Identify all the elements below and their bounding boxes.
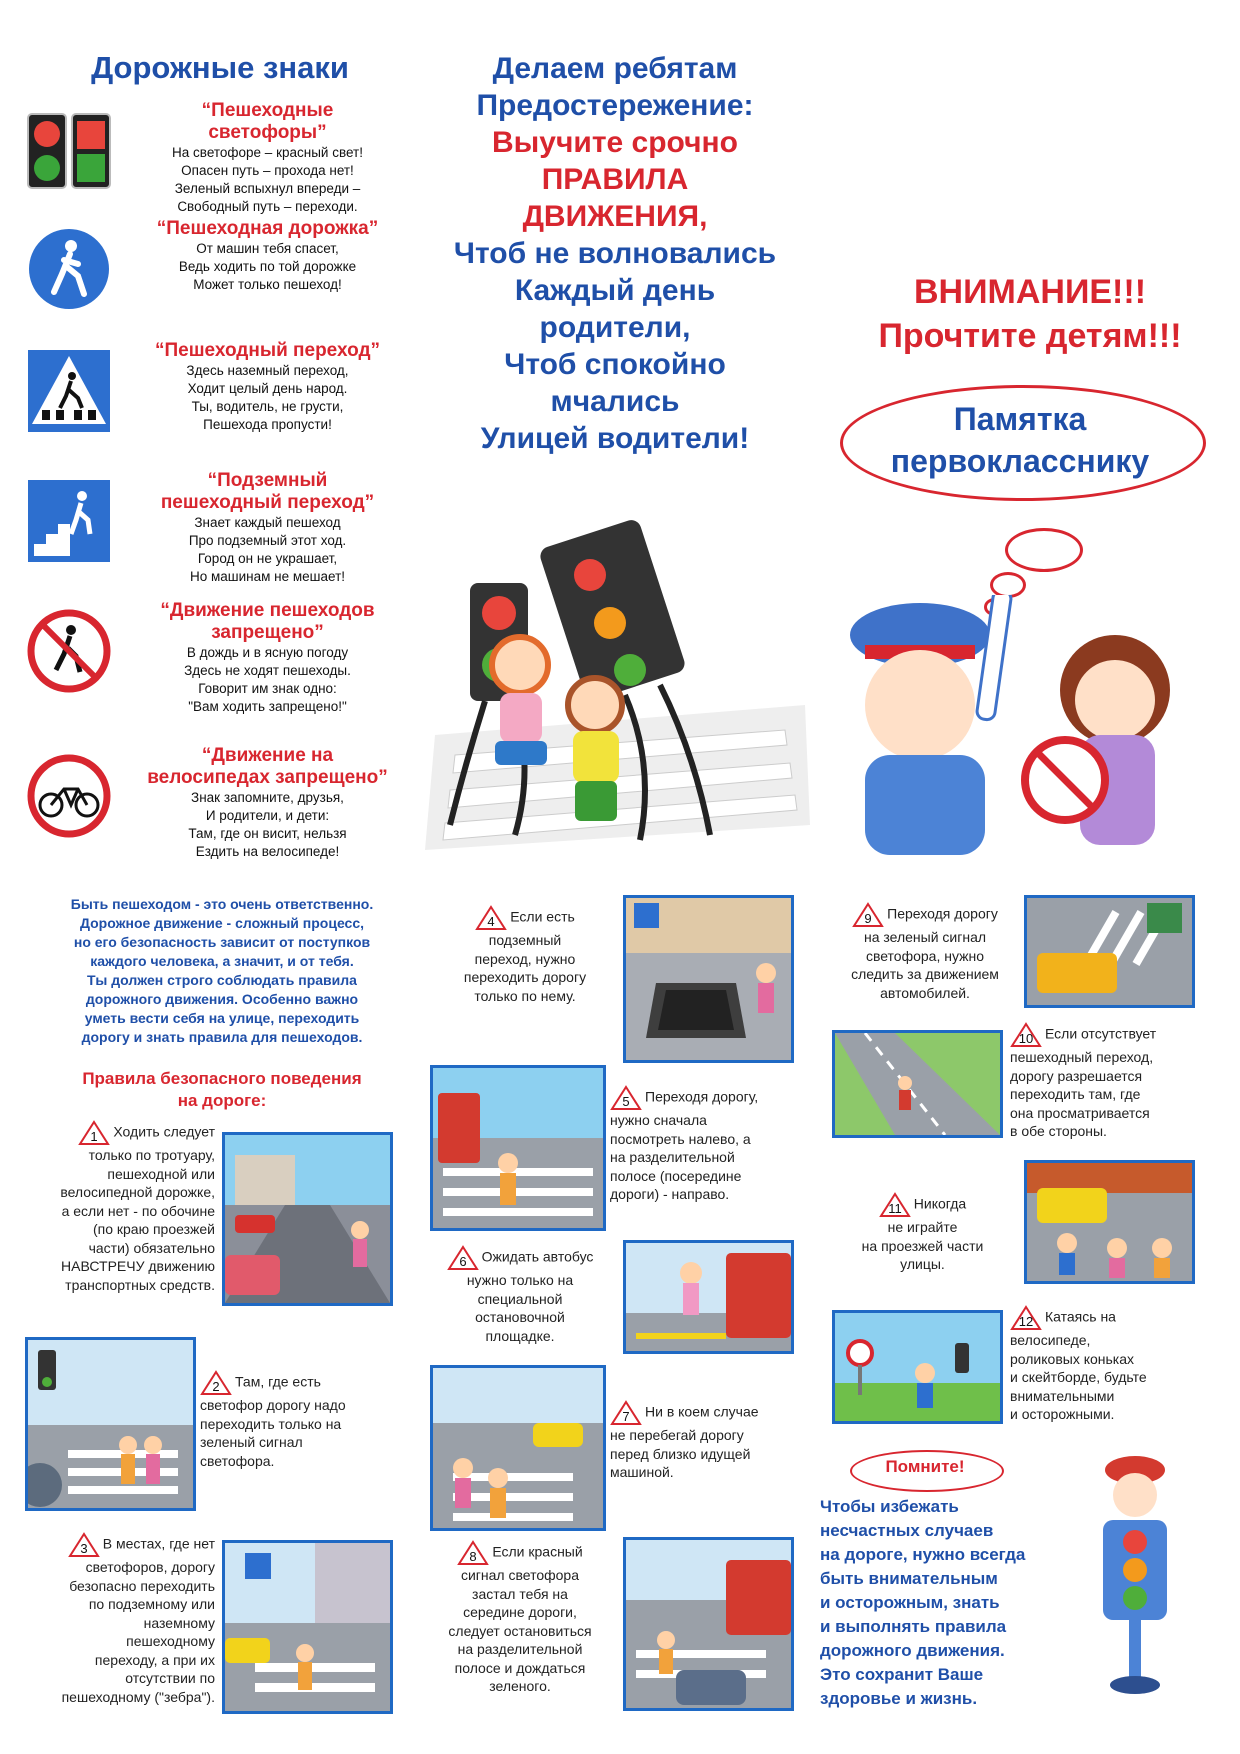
rule-line: наземному — [143, 1614, 215, 1631]
sign-poem-line: Свободный путь – переходи. — [177, 199, 358, 214]
sign-text — [130, 340, 405, 434]
attention-heading: ВНИМАНИЕ!!! Прочтите детям!!! — [878, 273, 1182, 355]
rule-line: внимательными — [1010, 1387, 1115, 1404]
rule-number: 12 — [1018, 1314, 1034, 1329]
poem-line: ДВИЖЕНИЯ, — [522, 200, 708, 233]
rule-line: безопасно переходить — [69, 1577, 215, 1594]
sign-title-line: пешеходный переход” — [160, 492, 375, 513]
sign-poem-line: На светофоре – красный свет! — [172, 145, 363, 160]
rule-3-scene — [222, 1540, 393, 1714]
rule-line: пешеходный переход, — [1010, 1049, 1154, 1065]
sign-poem-line: Ведь ходить по той дорожке — [178, 259, 357, 274]
rule-6-scene — [623, 1240, 794, 1354]
rule-line: Ни в коем случае — [645, 1403, 759, 1420]
rule-10-scene — [832, 1030, 1003, 1138]
rule-number: 6 — [458, 1254, 467, 1269]
rule-line: специальной — [477, 1290, 563, 1307]
sign-poem — [130, 362, 405, 434]
sign-text — [130, 600, 405, 716]
intro-line: но его безопасность зависит от поступков — [73, 934, 371, 950]
pedestrian-traffic-lights-icon — [26, 108, 112, 194]
sign-title-line: запрещено” — [211, 622, 324, 643]
rule-first-line — [440, 905, 610, 931]
rule-line: зеленый сигнал — [200, 1434, 303, 1450]
rule-line: автомобилей. — [880, 984, 970, 1001]
rule-line: пешеходной или — [107, 1165, 215, 1182]
remember-line: несчастных случаев — [820, 1521, 994, 1540]
policeman-and-girl-illustration — [825, 595, 1205, 860]
rule-line: пешеходному — [126, 1633, 215, 1649]
rule-first-line — [20, 1120, 215, 1146]
rule-line: дороги) - направо. — [610, 1186, 730, 1202]
sign-poem — [130, 644, 405, 716]
rule-8-scene — [623, 1537, 794, 1711]
rule-line: переходу, а при их — [94, 1651, 215, 1668]
remember-line: и осторожным, знать — [820, 1593, 1000, 1612]
rule-9-scene — [1024, 895, 1195, 1008]
rule-line: Ходить следует — [113, 1123, 215, 1140]
rule-number: 5 — [622, 1094, 630, 1109]
poem-line: Предостережение: — [476, 89, 754, 122]
poem-line: Делаем ребятам — [492, 52, 738, 85]
rule-line: транспортных средств. — [65, 1276, 215, 1293]
rule-line: светофоров, дорогу — [85, 1559, 215, 1575]
rule-line: по подземному или — [88, 1596, 215, 1612]
rule-line: и осторожными. — [1010, 1406, 1115, 1422]
sign-block — [20, 745, 420, 885]
rule-number: 2 — [212, 1379, 220, 1394]
sign-poem — [130, 514, 405, 586]
rule-1-scene — [222, 1132, 393, 1306]
poem-line: родители, — [539, 311, 691, 344]
rule-number-triangle-icon — [1010, 1022, 1042, 1048]
rule-first-line — [610, 1085, 800, 1111]
rule-line: роликовых коньках — [1010, 1350, 1135, 1367]
remember-line: дорожного движения. — [820, 1641, 1005, 1660]
rule-line: Если отсутствует — [1045, 1025, 1157, 1042]
rule-line: следить за движением — [851, 966, 999, 982]
rule-number: 1 — [90, 1129, 98, 1144]
pedestrian-path-sign-icon — [26, 226, 112, 312]
rule-line: В местах, где нет — [102, 1535, 215, 1552]
rule-line: полосе и дождаться — [454, 1659, 586, 1676]
rule-number-triangle-icon — [78, 1120, 110, 1146]
rule-line: светофора. — [200, 1452, 275, 1469]
rule-line: не играйте — [887, 1219, 958, 1235]
poem-line: Чтоб не волновались — [453, 237, 777, 270]
rule-3-text — [20, 1532, 215, 1706]
rule-first-line — [200, 1370, 400, 1396]
rule-line: велосипеде, — [1010, 1332, 1091, 1348]
rule-first-line — [830, 902, 1020, 928]
rule-6-text — [430, 1245, 610, 1345]
rule-5-text — [610, 1085, 800, 1204]
rule-1-text — [20, 1120, 215, 1294]
rule-11-scene — [1024, 1160, 1195, 1284]
poem-red — [420, 124, 810, 235]
sign-poem — [130, 240, 405, 294]
rule-line: а если нет - по обочине — [61, 1202, 215, 1219]
intro-text — [22, 895, 422, 1047]
rule-number-triangle-icon — [200, 1370, 232, 1396]
rule-line: Катаясь на — [1045, 1308, 1116, 1325]
rule-line: Переходя дорогу, — [645, 1088, 759, 1105]
intro-line: дорожного движения. Особенно важно — [85, 991, 359, 1007]
rule-7-scene — [430, 1365, 606, 1531]
rule-line: нужно только на — [466, 1272, 574, 1288]
rule-number: 10 — [1018, 1031, 1034, 1046]
rule-line: пешеходному ("зебра"). — [61, 1688, 215, 1705]
intro-line: Дорожное движение - сложный процесс, — [79, 915, 365, 931]
rule-number: 8 — [469, 1549, 477, 1564]
rule-line: на зеленый сигнал — [863, 929, 987, 945]
sign-block — [20, 340, 420, 480]
rule-line: переходить там, где — [1010, 1086, 1141, 1102]
rule-number: 7 — [622, 1409, 630, 1424]
rule-line: светофора, нужно — [865, 947, 985, 964]
rule-first-line — [20, 1532, 215, 1558]
remember-line: Это сохранит Ваше — [820, 1665, 984, 1684]
remember-label: Помните! — [885, 1457, 965, 1476]
rule-line: дорогу разрешается — [1010, 1067, 1143, 1084]
sign-poem-line: "Вам ходить запрещено!" — [188, 699, 347, 714]
rule-line: середине дороги, — [463, 1604, 577, 1620]
rule-10-text — [1010, 1022, 1210, 1141]
intro-line: Ты должен строго соблюдать правила — [87, 972, 357, 988]
rule-line: площадке. — [485, 1327, 555, 1344]
rule-line: зеленого. — [489, 1678, 551, 1694]
rule-2-scene — [25, 1337, 196, 1511]
intro-line: Быть пешеходом - это очень ответственно. — [70, 896, 374, 912]
rule-first-line — [840, 1192, 1005, 1218]
sign-text — [130, 218, 405, 294]
sign-poem-line: Здесь не ходят пешеходы. — [184, 663, 351, 678]
sign-title — [130, 100, 405, 144]
sign-poem-line: Ходит целый день народ. — [187, 381, 348, 396]
underground-crossing-sign-icon — [26, 478, 112, 564]
rule-first-line — [430, 1245, 610, 1271]
rule-number-triangle-icon — [68, 1532, 100, 1558]
rule-9-text — [830, 902, 1020, 1002]
rule-number: 9 — [864, 911, 872, 926]
rule-line: и скейтборде, будьте — [1010, 1369, 1147, 1385]
rule-line: (по краю проезжей — [92, 1221, 215, 1237]
rule-line: переходить только на — [200, 1415, 342, 1432]
rule-line: светофор дорогу надо — [200, 1397, 346, 1413]
sign-title-line: “Пешеходная дорожка” — [156, 218, 379, 239]
rule-number: 4 — [487, 914, 495, 929]
sign-poem-line: Город он не украшает, — [197, 551, 338, 566]
remember-line: на дороге, нужно всегда — [820, 1545, 1026, 1564]
sign-poem — [130, 144, 405, 216]
poem-blue-top — [420, 50, 810, 124]
intro-line: дорогу и знать правила для пешеходов. — [81, 1029, 363, 1045]
rule-11-text — [840, 1192, 1005, 1274]
rule-line: на разделительной — [457, 1641, 583, 1657]
rule-line: остановочной — [475, 1309, 565, 1325]
rule-7-text — [610, 1400, 800, 1482]
rule-number-triangle-icon — [475, 905, 507, 931]
rule-line: на проезжей части — [861, 1237, 984, 1254]
sign-poem-line: Знак запомните, друзья, — [191, 790, 344, 805]
rule-line: отсутствии по — [125, 1670, 215, 1686]
poem-line: мчались — [550, 385, 680, 418]
rule-line: сигнал светофора — [460, 1567, 580, 1583]
no-bicycles-sign-icon — [26, 753, 112, 839]
sign-poem-line: Знает каждый пешеход — [194, 515, 341, 530]
rule-number: 3 — [80, 1541, 88, 1556]
rule-line: только по нему. — [474, 987, 576, 1004]
remember-line: здоровье и жизнь. — [820, 1689, 978, 1708]
rule-number-triangle-icon — [610, 1085, 642, 1111]
rule-line: застал тебя на — [472, 1585, 568, 1602]
thought-bubble-large — [1005, 528, 1083, 572]
rule-line: НАВСТРЕЧУ движению — [61, 1258, 215, 1274]
rule-4-text — [440, 905, 610, 1005]
poem-line: Чтоб спокойно — [504, 348, 726, 381]
poem-line: Каждый день — [514, 274, 716, 307]
rule-first-line — [610, 1400, 800, 1426]
rules-title: Правила безопасного поведения на дороге: — [82, 1069, 362, 1110]
rule-line: Если красный — [492, 1543, 583, 1560]
traffic-light-mascot-illustration — [1075, 1450, 1195, 1700]
rule-line: в обе стороны. — [1010, 1123, 1107, 1139]
rule-line: перед близко идущей — [610, 1445, 751, 1462]
sign-title-line: “Пешеходный переход” — [154, 340, 381, 361]
rule-line: переход, нужно — [474, 950, 576, 967]
rule-number: 11 — [888, 1201, 902, 1216]
sign-title — [130, 600, 405, 644]
rule-number-triangle-icon — [879, 1192, 911, 1218]
pedestrian-crossing-sign-icon — [26, 348, 112, 434]
sign-poem-line: Пешехода пропусти! — [203, 417, 332, 432]
rule-number-triangle-icon — [1010, 1305, 1042, 1331]
sign-poem-line: Может только пешеход! — [193, 277, 342, 292]
rule-line: посмотреть налево, а — [610, 1130, 751, 1147]
poem-line: Улицей водители! — [480, 422, 750, 455]
sign-poem-line: Здесь наземный переход, — [186, 363, 349, 378]
rule-line: Ожидать автобус — [481, 1248, 594, 1265]
sign-title — [130, 745, 405, 789]
poem-line: Выучите срочно — [492, 126, 738, 159]
rule-number-triangle-icon — [610, 1400, 642, 1426]
rule-line: улицы. — [900, 1256, 945, 1272]
rule-number-triangle-icon — [852, 902, 884, 928]
rule-line: велосипедной дорожке, — [60, 1184, 215, 1200]
sign-text — [130, 470, 405, 586]
sign-poem-line: От машин тебя спасет, — [196, 241, 339, 256]
sign-poem-line: И родители, и дети: — [205, 808, 330, 823]
sign-title — [130, 470, 405, 514]
sign-poem-line: Но машинам не мешает! — [190, 569, 345, 584]
rule-line: не перебегай дорогу — [610, 1427, 744, 1443]
warning-poem — [420, 50, 810, 457]
rule-line: переходить дорогу — [463, 969, 587, 985]
sign-poem-line: В дождь и в ясную погоду — [186, 645, 349, 660]
signs-title: Дорожные знаки — [91, 50, 349, 85]
sign-title-line: светофоры” — [208, 122, 327, 143]
rule-8-text — [430, 1540, 610, 1696]
sign-poem-line: Опасен путь – прохода нет! — [181, 163, 354, 178]
remember-text — [820, 1495, 1080, 1711]
rule-line: Переходя дорогу — [887, 905, 998, 922]
rule-number-triangle-icon — [457, 1540, 489, 1566]
rule-2-text — [200, 1370, 400, 1470]
sign-poem-line: Про подземный этот ход. — [188, 533, 347, 548]
traffic-light-characters-illustration — [425, 505, 810, 870]
rule-line: она просматривается — [1010, 1104, 1150, 1121]
rule-first-line — [1010, 1022, 1210, 1048]
sign-title-line: “Пешеходные — [201, 100, 334, 121]
memo-title: Памятка первокласснику — [890, 401, 1150, 479]
sign-title-line: “Движение на — [201, 745, 334, 766]
rule-12-scene — [832, 1310, 1003, 1424]
intro-line: уметь вести себя на улице, переходить — [84, 1010, 360, 1026]
rule-4-scene — [623, 895, 794, 1063]
rule-first-line — [430, 1540, 610, 1566]
rule-number-triangle-icon — [447, 1245, 479, 1271]
rule-line: на разделительной — [610, 1149, 735, 1165]
sign-block — [20, 218, 420, 358]
sign-block — [20, 600, 420, 740]
rule-line: следует остановиться — [448, 1622, 592, 1639]
rule-line: части) обязательно — [88, 1239, 215, 1256]
rule-line: Никогда — [913, 1195, 967, 1212]
sign-text — [130, 745, 405, 861]
sign-title-line: “Движение пешеходов — [160, 600, 375, 621]
sign-block — [20, 470, 420, 610]
poem-line: ПРАВИЛА — [541, 163, 689, 196]
sign-title-line: велосипедах запрещено” — [147, 767, 388, 788]
rule-5-scene — [430, 1065, 606, 1231]
sign-poem — [130, 789, 405, 861]
sign-title-line: “Подземный — [207, 470, 328, 491]
sign-poem-line: Ты, водитель, не грусти, — [191, 399, 344, 414]
rule-line: Там, где есть — [235, 1373, 321, 1390]
rule-line: только по тротуару, — [88, 1147, 215, 1163]
rule-line: нужно сначала — [610, 1112, 707, 1128]
rule-line: подземный — [488, 932, 562, 948]
sign-poem-line: Там, где он висит, нельзя — [188, 826, 347, 841]
sign-poem-line: Зеленый вспыхнул впереди – — [174, 181, 361, 196]
rule-line: машиной. — [610, 1464, 674, 1480]
sign-poem-line: Ездить на велосипеде! — [195, 844, 340, 859]
sign-title — [130, 218, 405, 240]
no-pedestrians-sign-icon — [26, 608, 112, 694]
rule-first-line — [1010, 1305, 1210, 1331]
sign-title — [130, 340, 405, 362]
sign-text — [130, 100, 405, 216]
remember-line: Чтобы избежать — [820, 1497, 959, 1516]
intro-line: каждого человека, а значит, и от тебя. — [90, 953, 354, 969]
rule-12-text — [1010, 1305, 1210, 1424]
remember-line: и выполнять правила — [820, 1617, 1007, 1636]
poem-blue-bottom — [420, 235, 810, 457]
rule-line: Если есть — [510, 908, 575, 925]
sign-poem-line: Говорит им знак одно: — [198, 681, 337, 696]
remember-line: быть внимательным — [820, 1569, 998, 1588]
rule-line: полосе (посередине — [610, 1167, 742, 1184]
